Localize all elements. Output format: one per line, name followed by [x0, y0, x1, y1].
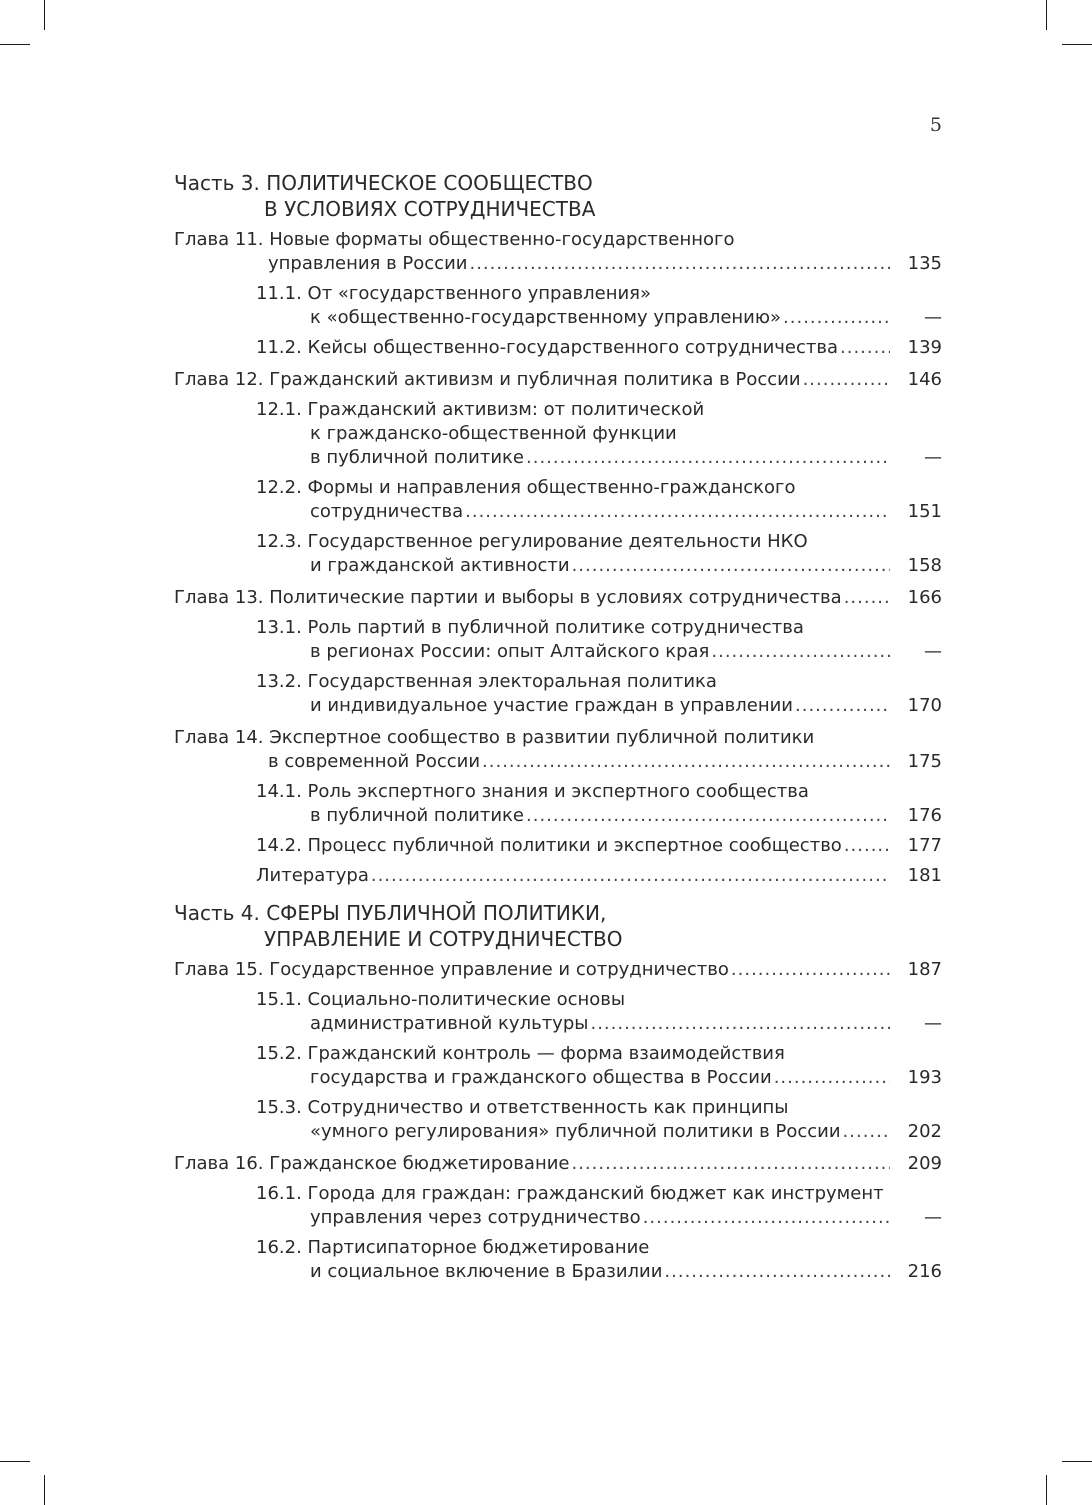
page-ref: 146	[907, 369, 942, 390]
page-ref: —	[924, 1207, 942, 1228]
dot-leader	[731, 958, 890, 982]
page-ref: 177	[907, 835, 942, 856]
dot-leader	[482, 750, 890, 774]
dot-leader	[844, 586, 890, 610]
dot-leader	[571, 1152, 890, 1176]
page-ref: 170	[907, 695, 942, 716]
dot-leader	[803, 368, 890, 392]
dot-leader	[526, 804, 890, 828]
page-ref: 139	[907, 337, 942, 358]
toc-section[interactable]: 12.1. Гражданский активизм: от политической к гражданско-общественной функции в публичной политике ..... —	[174, 398, 942, 470]
page-ref: —	[924, 307, 942, 328]
page-ref: 209	[907, 1153, 942, 1174]
dot-leader	[711, 640, 890, 664]
page-ref: 158	[907, 555, 942, 576]
crop-mark	[1046, 0, 1047, 30]
toc-chapter[interactable]: Глава 13. Политические партии и выборы в условиях сотрудничества ..... 166	[174, 586, 942, 610]
toc-section[interactable]: 14.1. Роль экспертного знания и экспертного сообщества в публичной политике ..... 176	[174, 780, 942, 828]
page-ref: —	[924, 447, 942, 468]
toc-section[interactable]: 13.1. Роль партий в публичной политике сотрудничества в регионах России: опыт Алтайского края ..... —	[174, 616, 942, 664]
page-number: 5	[929, 114, 942, 136]
dot-leader	[844, 834, 890, 858]
toc-section[interactable]: 13.2. Государственная электоральная политика и индивидуальное участие граждан в управлении ..... 170	[174, 670, 942, 718]
toc-section[interactable]: 12.2. Формы и направления общественно-гражданского сотрудничества ..... 151	[174, 476, 942, 524]
toc-bibliography[interactable]: Литература ..... 181	[174, 864, 942, 888]
page-ref: 176	[907, 805, 942, 826]
crop-mark	[44, 0, 45, 30]
toc-chapter[interactable]: Глава 11. Новые форматы общественно-государственного управления в России ..... 135	[174, 228, 942, 276]
toc-section[interactable]: 16.1. Города для граждан: гражданский бюджет как инструмент управления через сотрудничество ..... —	[174, 1182, 942, 1230]
part-heading: Часть 4. СФЕРЫ ПУБЛИЧНОЙ ПОЛИТИКИ, УПРАВЛЕНИЕ И СОТРУДНИЧЕСТВО	[174, 901, 623, 951]
toc-section[interactable]: 15.3. Сотрудничество и ответственность как принципы «умного регулирования» публичной политики в России ..... 202	[174, 1096, 942, 1144]
dot-leader	[664, 1260, 890, 1284]
dot-leader	[572, 554, 890, 578]
toc-section[interactable]: 12.3. Государственное регулирование деятельности НКО и гражданской активности ..... 158	[174, 530, 942, 578]
page-ref: 175	[907, 751, 942, 772]
page-ref: 181	[907, 865, 942, 886]
dot-leader	[774, 1066, 890, 1090]
toc-chapter[interactable]: Глава 12. Гражданский активизм и публичная политика в России ..... 146	[174, 368, 942, 392]
crop-mark	[0, 44, 30, 45]
dot-leader	[795, 694, 890, 718]
page-ref: 187	[907, 959, 942, 980]
dot-leader	[469, 252, 890, 276]
dot-leader	[590, 1012, 890, 1036]
dot-leader	[465, 500, 890, 524]
table-of-contents	[174, 170, 942, 1284]
page-ref: 166	[907, 587, 942, 608]
page-ref: —	[924, 1013, 942, 1034]
dot-leader	[371, 864, 890, 888]
part-heading: Часть 3. ПОЛИТИЧЕСКОЕ СООБЩЕСТВО В УСЛОВИЯХ СОТРУДНИЧЕСТВА	[174, 171, 596, 221]
toc-chapter[interactable]: Глава 15. Государственное управление и сотрудничество ..... 187	[174, 958, 942, 982]
toc-section[interactable]: 15.1. Социально-политические основы административной культуры ..... —	[174, 988, 942, 1036]
page-ref: —	[924, 641, 942, 662]
dot-leader	[783, 306, 890, 330]
toc-section[interactable]: 11.2. Кейсы общественно-государственного сотрудничества ..... 139	[174, 336, 942, 360]
crop-mark	[1046, 1475, 1047, 1505]
toc-section[interactable]: 11.1. От «государственного управления» к «общественно-государственному управлению» ..... —	[174, 282, 942, 330]
page-ref: 193	[907, 1067, 942, 1088]
dot-leader	[526, 446, 890, 470]
page-ref: 202	[907, 1121, 942, 1142]
crop-mark	[44, 1475, 45, 1505]
toc-chapter[interactable]: Глава 16. Гражданское бюджетирование ..... 209	[174, 1152, 942, 1176]
dot-leader	[843, 1120, 890, 1144]
page-ref: 216	[907, 1261, 942, 1282]
page-ref: 151	[907, 501, 942, 522]
toc-section[interactable]: 16.2. Партисипаторное бюджетирование и социальное включение в Бразилии ..... 216	[174, 1236, 942, 1284]
page-ref: 135	[907, 253, 942, 274]
dot-leader	[643, 1206, 890, 1230]
toc-section[interactable]: 14.2. Процесс публичной политики и экспертное сообщество ..... 177	[174, 834, 942, 858]
toc-chapter[interactable]: Глава 14. Экспертное сообщество в развитии публичной политики в современной России ..... 175	[174, 726, 942, 774]
crop-mark	[1062, 44, 1092, 45]
crop-mark	[0, 1461, 30, 1462]
dot-leader	[840, 336, 890, 360]
crop-mark	[1062, 1461, 1092, 1462]
toc-section[interactable]: 15.2. Гражданский контроль — форма взаимодействия государства и гражданского общества в России ..... 193	[174, 1042, 942, 1090]
